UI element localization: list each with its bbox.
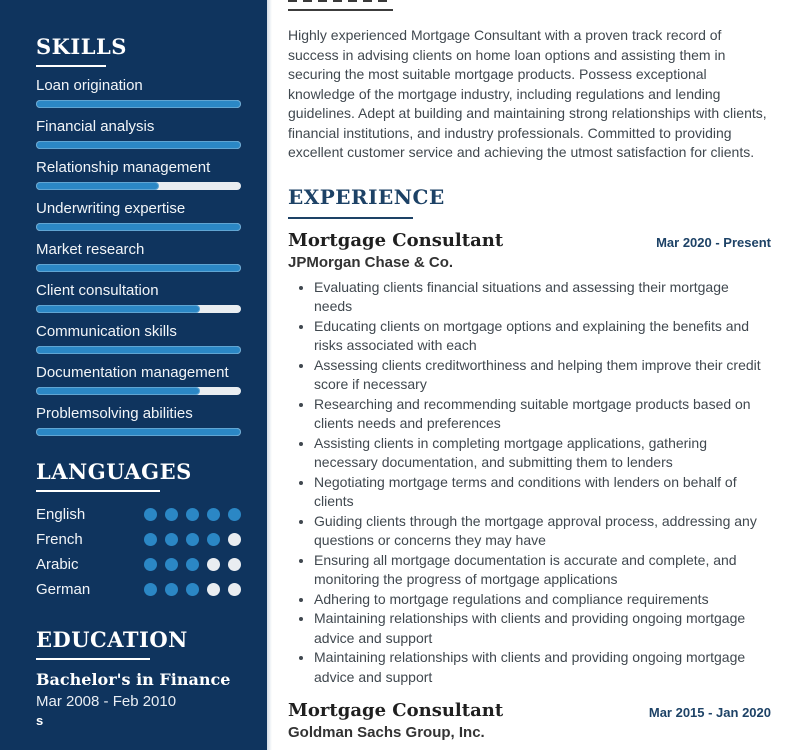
level-dot-filled (207, 533, 220, 546)
job-dates: Mar 2015 - Jan 2020 (648, 705, 771, 720)
education-truncated-line: s (36, 713, 44, 728)
education-dates: Mar 2008 - Feb 2010 (36, 693, 177, 710)
skill-bar-fill (36, 305, 200, 313)
skill-bar (36, 223, 241, 231)
education-heading-underline (36, 658, 150, 660)
level-dot-filled (186, 583, 199, 596)
level-dot-filled (165, 533, 178, 546)
skill-bar-fill (36, 223, 241, 231)
jobs-list (288, 230, 771, 742)
job-bullet: • Assisting clients in completing mortgage applications, gathering necessary documentation, and submitting them to lenders (314, 434, 764, 473)
job-bullet: • Evaluating clients financial situations and assessing their mortgage needs (314, 278, 764, 317)
clipped-heading-fragment (288, 0, 771, 11)
skill-item (36, 322, 241, 354)
skill-label: Relationship management (36, 159, 211, 176)
skill-label: Communication skills (36, 323, 177, 340)
clipped-heading-letter-bottoms (288, 0, 392, 2)
skill-bar-fill (36, 100, 241, 108)
job-bullet: • Adhering to mortgage regulations and compliance requirements (314, 590, 764, 610)
skills-list (36, 76, 241, 436)
skill-label: Problemsolving abilities (36, 405, 193, 422)
main-content (272, 0, 800, 750)
skill-bar (36, 428, 241, 436)
job-bullet: • Educating clients on mortgage options and explaining the benefits and risks associated with each (314, 317, 764, 356)
skill-item (36, 281, 241, 313)
skill-label: Loan origination (36, 77, 143, 94)
job-bullets (288, 278, 771, 688)
job-bullet: • Assessing clients creditworthiness and helping them improve their credit score if necessary (314, 356, 764, 395)
language-label: French (36, 531, 83, 548)
skill-bar (36, 305, 241, 313)
sidebar (0, 0, 267, 750)
level-dot-filled (165, 558, 178, 571)
job-title: Mortgage Consultant (288, 229, 504, 251)
job-title: Mortgage Consultant (288, 700, 504, 721)
skills-section (36, 35, 241, 436)
job-bullet: • Maintaining relationships with clients and providing ongoing mortgage advice and support (314, 609, 764, 648)
job-entry (288, 700, 771, 741)
skill-bar-fill (36, 264, 241, 272)
skills-heading: SKILLS (36, 34, 127, 59)
skill-item (36, 240, 241, 272)
job-dates: Mar 2020 - Present (656, 234, 771, 250)
skill-bar (36, 141, 241, 149)
skill-bar (36, 346, 241, 354)
languages-heading-underline (36, 490, 160, 492)
language-label: English (36, 506, 86, 523)
language-level-dots (144, 583, 241, 596)
job-entry (288, 230, 771, 688)
level-dot-filled (186, 508, 199, 521)
level-dot-empty (207, 558, 220, 571)
language-label: Arabic (36, 556, 79, 573)
skill-label: Client consultation (36, 282, 159, 299)
skill-bar-fill (36, 346, 241, 354)
skill-bar-fill (36, 141, 241, 149)
languages-section (36, 460, 241, 602)
skill-bar-fill (36, 387, 200, 395)
job-company: Goldman Sachs Group, Inc. (288, 724, 485, 741)
level-dot-filled (186, 558, 199, 571)
languages-list (36, 502, 241, 602)
level-dot-filled (144, 583, 157, 596)
clipped-heading-underline (288, 9, 393, 11)
education-section (36, 628, 241, 728)
education-heading: EDUCATION (36, 627, 188, 652)
level-dot-filled (228, 508, 241, 521)
level-dot-filled (165, 583, 178, 596)
languages-heading: LANGUAGES (36, 459, 192, 484)
level-dot-filled (144, 558, 157, 571)
job-bullet: • Maintaining relationships with clients and providing ongoing mortgage advice and support (314, 648, 764, 687)
skill-item (36, 117, 241, 149)
level-dot-empty (228, 583, 241, 596)
language-item (36, 552, 241, 577)
experience-heading-underline (288, 217, 413, 219)
level-dot-filled (207, 508, 220, 521)
language-item (36, 527, 241, 552)
skill-item (36, 363, 241, 395)
skill-bar-fill (36, 182, 159, 190)
skill-item (36, 404, 241, 436)
level-dot-empty (228, 558, 241, 571)
level-dot-empty (228, 533, 241, 546)
education-degree: Bachelor's in Finance (36, 670, 231, 689)
experience-heading: EXPERIENCE (288, 184, 445, 209)
skill-label: Market research (36, 241, 145, 258)
job-bullet: • Negotiating mortgage terms and conditions with lenders on behalf of clients (314, 473, 764, 512)
job-header-row (288, 230, 771, 252)
skill-bar (36, 100, 241, 108)
language-item (36, 577, 241, 602)
language-item (36, 502, 241, 527)
language-level-dots (144, 508, 241, 521)
skill-item (36, 76, 241, 108)
skills-heading-underline (36, 65, 106, 67)
level-dot-filled (144, 533, 157, 546)
level-dot-empty (207, 583, 220, 596)
job-header-row (288, 700, 771, 722)
language-level-dots (144, 533, 241, 546)
language-label: German (36, 581, 91, 598)
summary-paragraph: Highly experienced Mortgage Consultant with a proven track record of success in advising clients on home loan options and assisting them in securing the most suitable mortgage products. Possess exceptional knowledge of the mortgage industry, including regulations and lending guidelines. Adept at building and maintaining strong relationships with clients, financial institutions, and industry professionals. Committed to providing excellent customer service and achieving the utmost satisfaction for clients. (288, 27, 767, 160)
skill-bar-fill (36, 428, 241, 436)
skill-label: Documentation management (36, 364, 229, 381)
level-dot-filled (165, 508, 178, 521)
skill-item (36, 199, 241, 231)
job-bullet: • Guiding clients through the mortgage approval process, addressing any questions or concerns they may have (314, 512, 764, 551)
level-dot-filled (186, 533, 199, 546)
level-dot-filled (144, 508, 157, 521)
job-bullet: • Ensuring all mortgage documentation is accurate and complete, and monitoring the progress of mortgage applications (314, 551, 764, 590)
language-level-dots (144, 558, 241, 571)
skill-bar (36, 182, 241, 190)
skill-bar (36, 264, 241, 272)
job-company: JPMorgan Chase & Co. (288, 253, 454, 271)
skill-bar (36, 387, 241, 395)
skill-label: Financial analysis (36, 118, 155, 135)
skill-item (36, 158, 241, 190)
skill-label: Underwriting expertise (36, 200, 186, 217)
job-bullet: • Researching and recommending suitable mortgage products based on clients needs and preferences (314, 395, 764, 434)
